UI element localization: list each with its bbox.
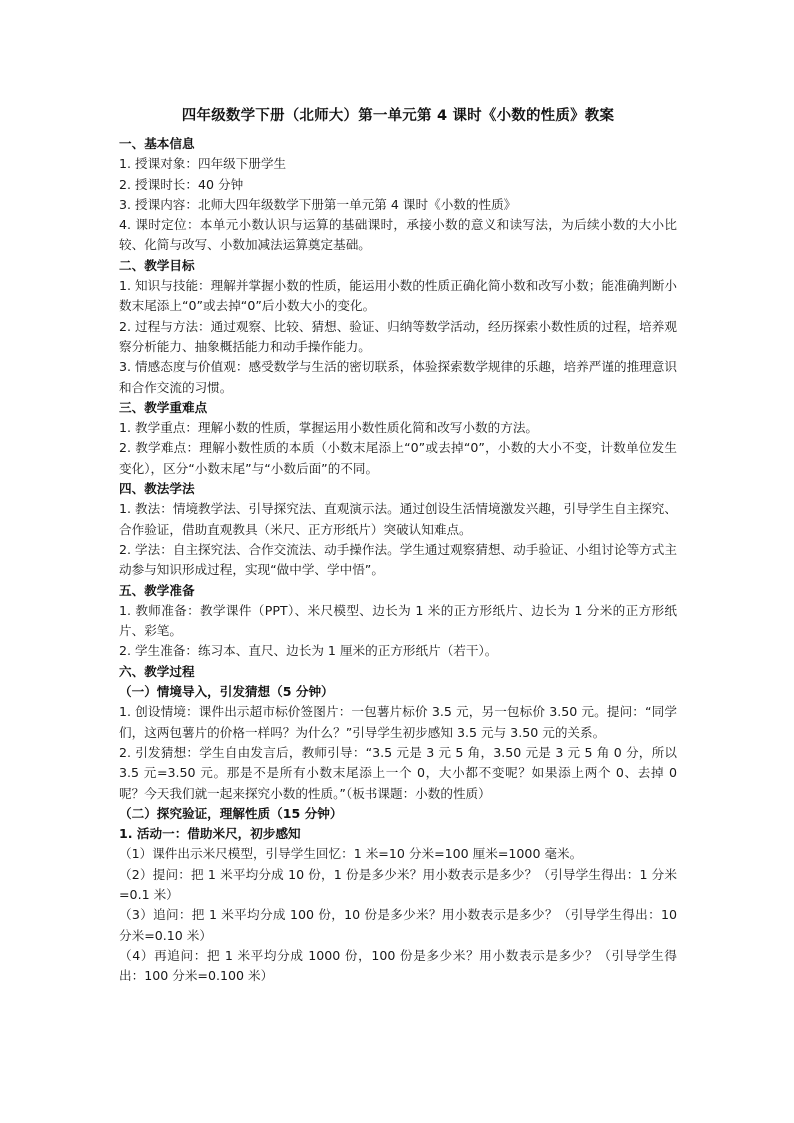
paragraph: 2. 引发猜想：学生自由发言后，教师引导：“3.5 元是 3 元 5 角，3.50 元是 3 元 5 角 0 分，所以 3.5 元=3.50 元。那是不是所有小数末尾添上一个 0，大小都不变呢？如果添上两个 0、去掉 0 呢？今天我们就一起来探究小数的性质。”（板书课题：小数的性质） [119, 744, 677, 801]
subsection-heading: （一）情境导入，引发猜想（5 分钟） [119, 684, 334, 700]
paragraph: 2. 教学难点：理解小数性质的本质（小数末尾添上“0”或去掉“0”，小数的大小不变，计数单位发生变化），区分“小数末尾”与“小数后面”的不同。 [119, 440, 677, 476]
section-preparation [119, 581, 677, 662]
section-basic-info [119, 134, 677, 256]
paragraph: 1. 知识与技能：理解并掌握小数的性质，能运用小数的性质正确化简小数和改写小数；能准确判断小数末尾添上“0”或去掉“0”后小数大小的变化。 [119, 278, 677, 314]
paragraph: 2. 学法：自主探究法、合作交流法、动手操作法。学生通过观察猜想、动手验证、小组讨论等方式主动参与知识形成过程，实现“做中学、学中悟”。 [119, 541, 677, 578]
paragraph: 3. 情感态度与价值观：感受数学与生活的密切联系，体验探索数学规律的乐趣，培养严谨的推理意识和合作交流的习惯。 [119, 359, 677, 395]
paragraph: 2. 过程与方法：通过观察、比较、猜想、验证、归纳等数学活动，经历探索小数性质的过程，培养观察分析能力、抽象概括能力和动手操作能力。 [119, 318, 677, 354]
section-methods [119, 479, 677, 580]
paragraph: （4）再追问：把 1 米平均分成 1000 份，100 份是多少米？用小数表示是多少？（引导学生得出：100 分米=0.100 米） [119, 947, 677, 984]
section-heading: 一、基本信息 [119, 136, 195, 151]
paragraph: 1. 教法：情境教学法、引导探究法、直观演示法。通过创设生活情境激发兴趣，引导学生自主探究、合作验证，借助直观教具（米尺、正方形纸片）突破认知难点。 [119, 501, 677, 537]
paragraph: 1. 教师准备：教学课件（PPT）、米尺模型、边长为 1 米的正方形纸片、边长为 1 分米的正方形纸片、彩笔。 [119, 602, 677, 639]
section-heading: 三、教学重难点 [119, 399, 208, 415]
document-title: 四年级数学下册（北师大）第一单元第 4 课时《小数的性质》教案 [181, 108, 615, 124]
paragraph: 2. 学生准备：练习本、直尺、边长为 1 厘米的正方形纸片（若干）。 [119, 643, 498, 659]
paragraph: 4. 课时定位：本单元小数认识与运算的基础课时，承接小数的意义和读写法，为后续小数的大小比较、化简与改写、小数加减法运算奠定基础。 [119, 217, 677, 253]
section-teaching-goals [119, 256, 677, 398]
section-teaching-process [119, 662, 677, 987]
section-heading: 五、教学准备 [119, 582, 195, 598]
paragraph: 3. 授课内容：北师大四年级数学下册第一单元第 4 课时《小数的性质》 [119, 196, 517, 212]
paragraph: （1）课件出示米尺模型，引导学生回忆：1 米=10 分米=100 厘米=1000 毫米。 [119, 846, 583, 862]
document-page [119, 104, 677, 986]
section-heading: 二、教学目标 [119, 257, 195, 273]
paragraph: 2. 授课时长：40 分钟 [119, 176, 244, 192]
paragraph: 1. 授课对象：四年级下册学生 [119, 156, 287, 172]
section-heading: 六、教学过程 [119, 663, 195, 679]
section-key-difficulties [119, 398, 677, 479]
activity-heading: 1. 活动一：借助米尺，初步感知 [119, 826, 301, 842]
section-heading: 四、教法学法 [119, 481, 195, 497]
paragraph: 1. 教学重点：理解小数的性质，掌握运用小数性质化简和改写小数的方法。 [119, 420, 539, 436]
paragraph: （3）追问：把 1 米平均分成 100 份，10 份是多少米？用小数表示是多少？（引导学生得出：10 分米=0.10 米） [119, 907, 677, 943]
subsection-heading: （二）探究验证，理解性质（15 分钟） [119, 805, 343, 821]
paragraph: 1. 创设情境：课件出示超市标价签图片：一包薯片标价 3.5 元，另一包标价 3.50 元。提问：“同学们，这两包薯片的价格一样吗？为什么？”引导学生初步感知 3.5 元与 3.50 元的关系。 [119, 704, 677, 740]
paragraph: （2）提问：把 1 米平均分成 10 份，1 份是多少米？用小数表示是多少？（引导学生得出：1 分米=0.1 米） [119, 866, 677, 902]
